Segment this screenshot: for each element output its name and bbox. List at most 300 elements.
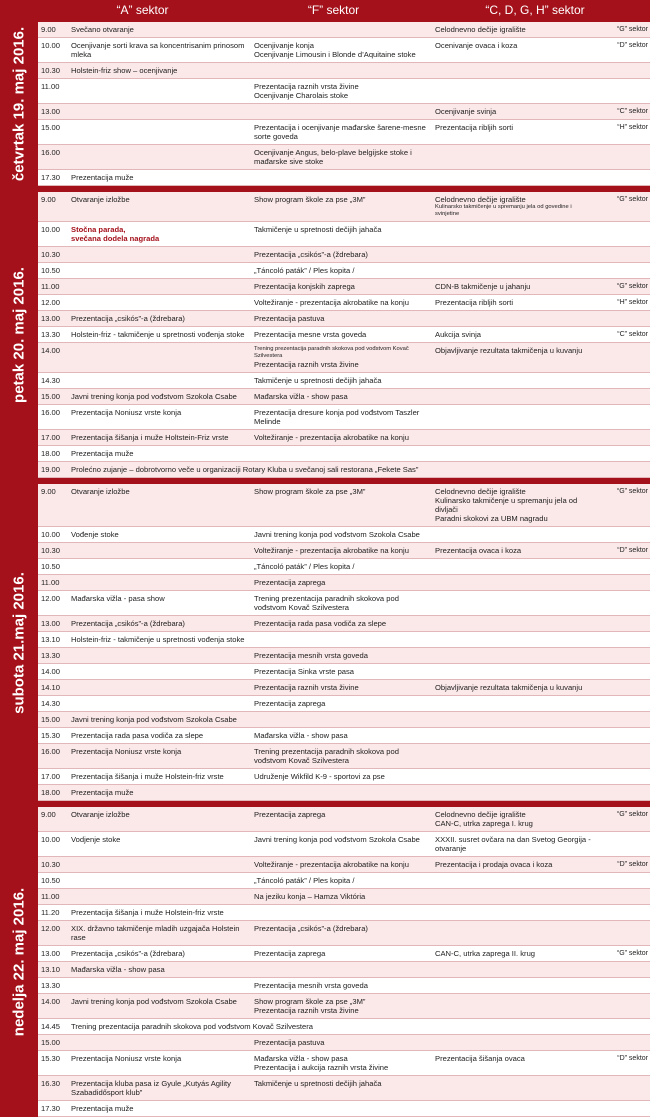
sector-tag: “G” sektor [616,283,648,290]
sector-cdgh-cell [433,921,596,945]
sector-cdgh-cell [433,632,596,647]
sector-cdgh-cell [433,889,596,904]
sector-cdgh-cell [433,946,596,961]
schedule-days [0,22,650,1117]
sector-f-cell [252,22,433,37]
schedule-row [38,311,650,327]
schedule-row [38,1101,650,1117]
sector-cdgh-cell [433,343,596,372]
sector-cdgh-cell [433,905,596,920]
sector-cdgh-cell [433,327,596,342]
sector-a-text: Holstein-friz - takmičenje u spretnosti vođenja stoke [71,330,245,339]
sector-f-text: Voltežiranje - prezentacija akrobatike na konju [254,433,409,442]
sector-tag [596,728,650,743]
sector-f-cell [252,905,433,920]
sector-tag [596,430,650,445]
sector-cdgh-text: Ocenjivanje svinja [435,107,497,116]
sector-tag [596,744,650,768]
sector-a-cell [69,63,252,78]
sector-cdgh-cell [433,104,596,119]
sector-cdgh-cell [433,978,596,993]
sector-a-text: Javni trening konja pod vođstvom Szokola Csabe [71,715,237,724]
time-cell: 13.00 [41,314,61,323]
schedule-row [38,921,650,946]
sector-tag [596,446,650,461]
sector-f-text: Mađarska vižla - show pasa [254,731,348,740]
sector-f-cell [252,769,433,784]
sector-tag [596,170,650,185]
sector-a-text: Vođenje stoke [71,530,119,539]
sector-tag: “H” sektor [617,299,648,306]
time-cell: 13.10 [41,635,61,644]
sector-cdgh-cell [433,430,596,445]
sector-cdgh-text: Kulinarsko takmičenje u spremanju jela od divljači [435,496,578,514]
sector-f-text: Prezentacija zaprega [254,949,326,958]
sector-f-cell [252,575,433,590]
sector-cdgh-text: Celodnevno dečije igralište [435,25,526,34]
schedule-header [0,0,650,22]
sector-tag: “D” sektor [617,1055,648,1062]
time-cell: 16.00 [41,747,61,756]
sector-a-heading: “A” sektor [116,3,169,17]
time-cell: 15.00 [41,123,61,132]
sector-a-text-2: svečana dodela nagrada [71,234,160,243]
day-label-text: petak 20. maj 2016. [10,267,28,403]
sector-f-text: Voltežiranje - prezentacija akrobatike na konju [254,860,409,869]
sector-f-text: Prezentacija konjskih zaprega [254,282,355,291]
time-cell: 17.30 [41,1104,61,1113]
sector-cdgh-cell [433,373,596,388]
sector-tag [596,785,650,800]
time-cell: 18.00 [41,788,61,797]
sector-cdgh-text: Paradni skokovi za UBM nagradu [435,514,548,523]
sector-a-cell [69,728,252,743]
sector-f-cell [252,696,433,711]
sector-a-cell [69,145,252,169]
sector-cdgh-cell [433,446,596,461]
sector-tag: “D” sektor [617,547,648,554]
sector-cdgh-cell [433,543,596,558]
sector-a-cell [69,79,252,103]
sector-tag [596,405,650,429]
sector-f-cell [252,104,433,119]
sector-a-text: Prezentacija šišanja i muže Holstein-friz vrste [71,908,224,917]
schedule-row [38,170,650,186]
time-cell: 17.30 [41,173,61,182]
sector-f-cell [252,222,433,246]
sector-tag [596,632,650,647]
schedule-row [38,857,650,873]
schedule-row [38,389,650,405]
sector-tag [596,79,650,103]
sector-cdgh-cell [433,63,596,78]
sector-tag: “G” sektor [616,26,648,33]
sector-cdgh-cell [433,744,596,768]
sector-a-cell [69,389,252,404]
sector-f-cell [252,63,433,78]
sector-f-cell [252,79,433,103]
schedule-row [38,807,650,832]
sector-cdgh-cell [433,680,596,695]
sector-a-cell [69,648,252,663]
sector-f-text: Takmičenje u spretnosti dečijih jahača [254,376,382,385]
schedule-row [38,295,650,311]
sector-f-text: Takmičenje u spretnosti dečijih jahača [254,1079,382,1088]
sector-cdgh-heading: “C, D, G, H” sektor [485,3,585,17]
sector-f-text: Prezentacija i ocenjivanje mađarske šarene-mesne sorte goveda [254,123,426,141]
sector-cdgh-cell [433,873,596,888]
schedule-row [38,696,650,712]
time-cell: 11.00 [41,82,60,91]
time-cell: 15.00 [41,715,61,724]
schedule-row [38,648,650,664]
sector-a-cell [69,373,252,388]
sector-a-cell [69,38,252,62]
sector-f-text: Prezentacija mesnih vrsta goveda [254,981,368,990]
schedule-row [38,247,650,263]
schedule-row [38,994,650,1019]
sector-tag [596,222,650,246]
time-cell: 11.00 [41,282,60,291]
sector-f-cell [252,247,433,262]
sector-f-text: „Táncoló paták” / Ples kopita / [254,876,355,885]
sector-tag [596,664,650,679]
sector-f-text: Prezentacija raznih vrsta živine [254,82,359,91]
time-cell: 17.00 [41,772,61,781]
sector-tag [596,343,650,372]
sector-f-text: „Táncoló paták” / Ples kopita / [254,266,355,275]
sector-a-cell [69,664,252,679]
sector-a-cell [69,1019,650,1034]
sector-f-text: Mađarska vižla - show pasa [254,392,348,401]
schedule-row [38,327,650,343]
schedule-row [38,343,650,373]
sector-tag [596,373,650,388]
sector-a-cell [69,696,252,711]
sector-f-text: Ocenjivanje Angus, belo-plave belgijske stoke i mađarske sive stoke [254,148,412,166]
time-cell: 10.30 [41,250,61,259]
time-cell: 16.00 [41,148,61,157]
sector-f-cell [252,785,433,800]
sector-f-cell [252,946,433,961]
day-label-text: nedelja 22. maj 2016. [10,887,28,1037]
sector-a-cell [69,994,252,1018]
sector-a-cell [69,1101,252,1116]
time-cell: 10.50 [41,266,61,275]
sector-tag: “C” sektor [617,331,648,338]
sector-cdgh-cell [433,1051,596,1075]
sector-f-cell [252,978,433,993]
sector-cdgh-cell [433,192,596,221]
sector-f-cell [252,744,433,768]
sector-f-text: Prezentacija Sinka vrste pasa [254,667,355,676]
sector-a-text: Prezentacija Noniusz vrste konja [71,408,182,417]
time-cell: 14.10 [41,683,61,692]
sector-cdgh-text: Objavljivanje rezultata takmičenja u kuvanju [435,683,583,692]
sector-f-text: Mađarska vižla - show pasa [254,1054,348,1063]
time-cell: 13.30 [41,330,61,339]
sector-a-cell [69,120,252,144]
schedule-row [38,484,650,527]
sector-a-text: Prezentacija muže [71,173,134,182]
sector-a-cell [69,222,252,246]
time-cell: 13.00 [41,107,61,116]
sector-f-cell [252,38,433,62]
time-cell: 15.00 [41,392,61,401]
sector-a-cell [69,591,252,615]
schedule-row [38,1051,650,1076]
schedule-row [38,946,650,962]
sector-cdgh-cell [433,728,596,743]
sector-cdgh-cell [433,559,596,574]
sector-cdgh-text: Celodnevno dečije igralište [435,487,526,496]
sector-a-text: Javni trening konja pod vođstvom Szokola Csabe [71,997,237,1006]
sector-f-cell [252,484,433,526]
sector-tag: “G” sektor [616,196,648,203]
sector-a-cell [69,279,252,294]
schedule-row [38,889,650,905]
sector-a-cell [69,311,252,326]
day-block [0,484,650,801]
sector-tag [596,978,650,993]
sector-f-cell [252,373,433,388]
sector-tag [596,889,650,904]
sector-cdgh-text: XXXII. susret ovčara na dan Svetog Georgija - otvaranje [435,835,591,853]
time-cell: 17.00 [41,433,61,442]
sector-tag [596,616,650,631]
sector-a-cell [69,769,252,784]
sector-a-text: Stočna parada, [71,225,126,234]
sector-tag [596,1101,650,1116]
time-cell: 12.00 [41,594,61,603]
sector-f-text: Prezentacija rada pasa vodiča za slepe [254,619,387,628]
schedule-row [38,632,650,648]
schedule-row [38,222,650,247]
sector-a-text: Ocenjivanje sorti krava sa koncentrisanim prinosom mleka [71,41,245,59]
time-cell: 11.00 [41,892,60,901]
time-cell: 14.00 [41,667,61,676]
sector-a-cell [69,807,252,831]
day-label [0,22,38,186]
sector-f-cell [252,327,433,342]
time-cell: 14.30 [41,699,61,708]
sector-f-text: Voltežiranje - prezentacija akrobatike na konju [254,298,409,307]
schedule-row [38,104,650,120]
time-cell: 9.00 [41,487,56,496]
sector-cdgh-small-text: Kulinarsko takmičenje u spremanju jela od govedine i svinjetine [435,204,572,217]
sector-a-cell [69,170,252,185]
sector-a-text: Prezentacija muže [71,1104,134,1113]
sector-a-cell [69,343,252,372]
schedule-row [38,1076,650,1101]
sector-cdgh-text: Prezentacija ribljih sorti [435,298,514,307]
day-block [0,807,650,1117]
sector-tag [596,1035,650,1050]
day-rows [38,807,650,1117]
sector-f-text: Voltežiranje - prezentacija akrobatike na konju [254,546,409,555]
sector-a-text: Holstein-friz show – ocenjivanje [71,66,178,75]
sector-cdgh-cell [433,994,596,1018]
time-cell: 9.00 [41,195,56,204]
time-cell: 13.00 [41,949,61,958]
day-block [0,192,650,478]
sector-a-cell [69,1035,252,1050]
sector-cdgh-text: Celodnevno dečije igralište [435,195,526,204]
sector-f-text: Show program škole za pse „3M” [254,195,366,204]
sector-a-text: Otvaranje izložbe [71,487,130,496]
sector-cdgh-cell [433,1076,596,1100]
schedule-row [38,832,650,857]
sector-cdgh-text: CDN-B takmičenje u jahanju [435,282,531,291]
schedule-row [38,145,650,170]
sector-a-cell [69,1076,252,1100]
sector-f-cell [252,446,433,461]
sector-cdgh-cell [433,648,596,663]
sector-a-cell [69,527,252,542]
sector-cdgh-cell [433,807,596,831]
sector-tag [596,559,650,574]
sector-a-text: Prezentacija „csikós”-a (ždrebara) [71,619,185,628]
time-cell: 14.30 [41,376,61,385]
sector-f-text: Prezentacija „csikós”-a (ždrebara) [254,250,368,259]
sector-f-cell [252,994,433,1018]
schedule-row [38,905,650,921]
sector-cdgh-cell [433,22,596,37]
schedule-row [38,446,650,462]
sector-f-text: Show program škole za pse „3M” [254,997,366,1006]
sector-f-text: Prezentacija „csikós”-a (ždrebara) [254,924,368,933]
sector-tag [596,962,650,977]
sector-f-cell [252,664,433,679]
sector-a-cell [69,744,252,768]
sector-f-cell [252,962,433,977]
sector-a-cell [69,192,252,221]
sector-cdgh-text: CAN-C, utrka zaprega II. krug [435,949,536,958]
sector-cdgh-text: Celodnevno dečije igralište [435,810,526,819]
sector-tag [596,696,650,711]
sector-cdgh-cell [433,616,596,631]
time-cell: 16.00 [41,408,61,417]
day-rows [38,22,650,186]
sector-cdgh-text: Prezentacija šišanja ovaca [435,1054,525,1063]
schedule-row [38,38,650,63]
sector-tag [596,527,650,542]
schedule-row [38,462,650,478]
sector-a-text: Otvaranje izložbe [71,195,130,204]
time-cell: 11.20 [41,908,60,917]
sector-a-cell [69,575,252,590]
time-cell: 12.00 [41,924,61,933]
sector-f-cell [252,728,433,743]
sector-a-text: Prezentacija Noniusz vrste konja [71,1054,182,1063]
sector-f-cell [252,807,433,831]
sector-f-cell [252,343,433,372]
sector-f-text: Ocenjivanje konja [254,41,314,50]
sector-cdgh-cell [433,785,596,800]
sector-a-cell [69,446,252,461]
sector-tag: “D” sektor [617,861,648,868]
sector-a-cell [69,785,252,800]
sector-a-text: Mađarska vižla - show pasa [71,965,165,974]
sector-tag [596,994,650,1018]
sector-a-text: Holstein-friz - takmičenje u spretnosti vođenja stoke [71,635,245,644]
sector-f-cell [252,1076,433,1100]
sector-f-cell [252,295,433,310]
sector-tag [596,921,650,945]
time-cell: 9.00 [41,810,56,819]
sector-a-cell [69,680,252,695]
sector-a-text: Trening prezentacija paradnih skokova pod vođstvom Kovač Szilvestera [71,1022,314,1031]
sector-a-cell [69,889,252,904]
sector-f-text: Prezentacija mesnih vrsta goveda [254,651,368,660]
sector-f-text: Prezentacija pastuva [254,314,325,323]
day-label [0,807,38,1117]
time-cell: 14.00 [41,346,61,355]
sector-a-text: Prezentacija kluba pasa iz Gyule „Kutyás Agility Szabadidősport klub” [71,1079,231,1097]
sector-f-cell [252,921,433,945]
sector-tag [596,712,650,727]
sector-a-cell [69,430,252,445]
schedule-row [38,962,650,978]
time-cell: 11.00 [41,578,60,587]
sector-a-cell [69,263,252,278]
schedule-row [38,744,650,769]
sector-tag: “D” sektor [617,42,648,49]
time-cell: 10.00 [41,41,61,50]
sector-a-cell [69,247,252,262]
sector-f-cell [252,832,433,856]
sector-f-cell [252,857,433,872]
sector-tag: “G” sektor [616,488,648,495]
sector-f-text: Trening prezentacija paradnih skokova pod vođstvom Kovač Szilvestera [254,594,399,612]
sector-tag [596,769,650,784]
sector-cdgh-text: CAN-C, utrka zaprega I. krug [435,819,533,828]
sector-f-text: Ocenjivanje Charolais stoke [254,91,349,100]
sector-a-cell [69,484,252,526]
sector-a-text: Svečano otvaranje [71,25,134,34]
time-cell: 14.00 [41,997,61,1006]
time-cell: 13.30 [41,651,61,660]
schedule-row [38,873,650,889]
sector-tag [596,389,650,404]
sector-f-cell [252,616,433,631]
sector-cdgh-cell [433,484,596,526]
day-label [0,192,38,478]
time-cell: 10.50 [41,562,61,571]
time-cell: 15.30 [41,731,61,740]
time-cell: 10.00 [41,225,61,234]
sector-f-text: Prezentacija raznih vrsta živine [254,683,359,692]
day-label [0,484,38,801]
sector-f-text: Trening prezentacija paradnih skokova pod vođstvom Kovač Szilvestera [254,747,399,765]
sector-a-text: Prezentacija muže [71,788,134,797]
schedule-row [38,728,650,744]
sector-a-cell [69,616,252,631]
sector-cdgh-cell [433,120,596,144]
sector-tag: “G” sektor [616,950,648,957]
sector-f-cell [252,873,433,888]
sector-f-cell [252,1051,433,1075]
time-cell: 13.00 [41,619,61,628]
sector-f-text: „Táncoló paták” / Ples kopita / [254,562,355,571]
schedule-row [38,616,650,632]
sector-cdgh-cell [433,591,596,615]
sector-cdgh-cell [433,170,596,185]
sector-a-text: Javni trening konja pod vođstvom Szokola Csabe [71,392,237,401]
sector-f-cell [252,559,433,574]
schedule-row [38,559,650,575]
schedule-row [38,712,650,728]
